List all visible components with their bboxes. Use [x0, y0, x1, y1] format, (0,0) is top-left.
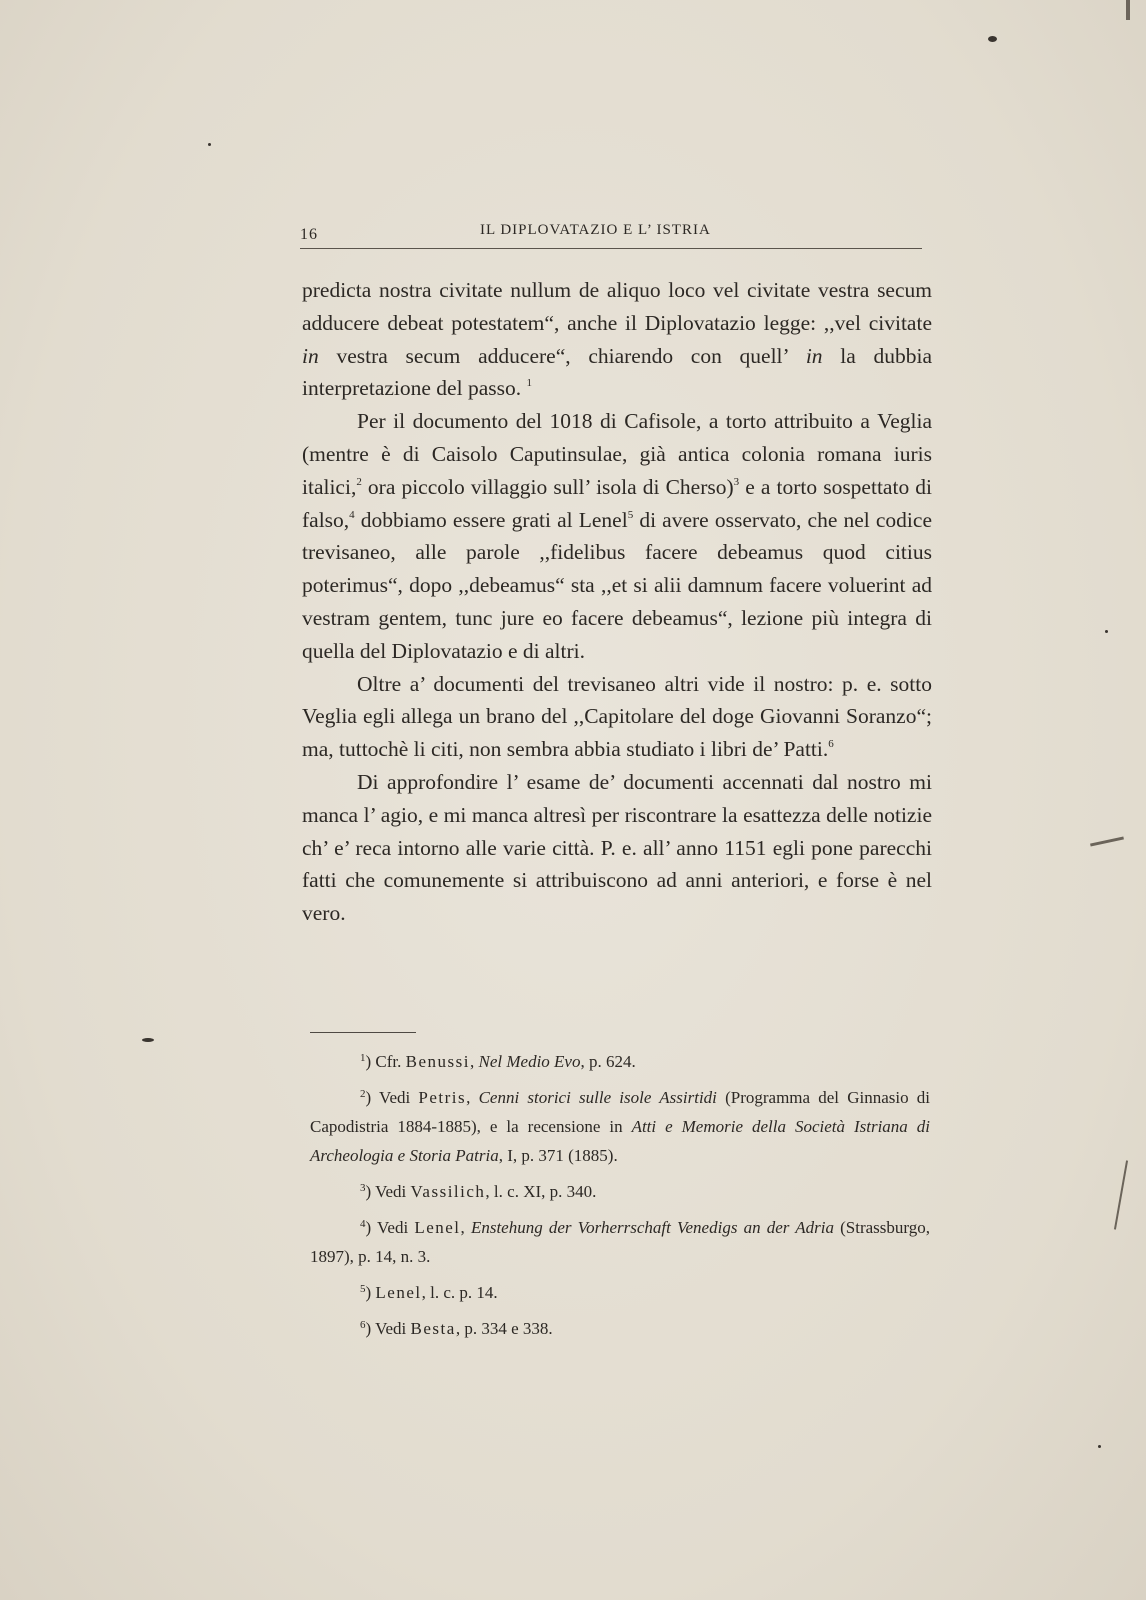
ink-speck [142, 1038, 154, 1042]
running-header [300, 222, 930, 246]
italic-text: in [302, 343, 319, 368]
text-run: Oltre a’ documenti del trevisaneo altri vide il nostro: p. e. sotto Veglia egli allega un brano del ,,Capitolare del doge Giovanni Soranzo“; ma, tuttochè li citi, non sembra abbia studiato i libri de’ Patti. [302, 671, 932, 762]
text-run: , [466, 1088, 479, 1107]
paragraph [302, 766, 932, 930]
author-name: Lenel [375, 1283, 422, 1302]
italic-text: Enstehung der Vorherrschaft Venedigs an der Adria [470, 1218, 834, 1237]
footnote-number: 2 [360, 1088, 366, 1100]
text-run: predicta nostra civitate nullum de aliquo loco vel civitate vestra secum adducere debeat potestatem“, anche il Diplovatazio legge: ,,vel civitate [302, 278, 932, 335]
paper-tear-mark [1090, 836, 1124, 846]
text-run: Vedi [379, 1088, 419, 1107]
page-number: 16 [300, 226, 318, 243]
footnote [310, 1047, 930, 1076]
text-run: vestra secum adducere“, chiarendo con quell’ [318, 343, 806, 368]
author-name: Petris [418, 1088, 467, 1107]
text-run: (Strassburgo, 1897), p. 14, n. 3. [310, 1218, 930, 1266]
main-text [302, 274, 932, 930]
text-run: , l. c. XI, p. 340. [485, 1182, 597, 1201]
author-name: Benussi [405, 1052, 470, 1071]
author-name: Lenel [414, 1218, 461, 1237]
text-run: Cfr. [375, 1052, 406, 1071]
running-title: IL DIPLOVATAZIO E L’ ISTRIA [480, 222, 711, 238]
text-run: , I, p. 371 (1885). [498, 1146, 618, 1165]
paper-edge-mark [1114, 1160, 1128, 1229]
ink-speck [208, 143, 211, 146]
text-run: , l. c. p. 14. [421, 1283, 498, 1302]
footnote [310, 1083, 930, 1170]
footnote-ref: 1 [526, 377, 532, 390]
text-run: e a torto sospettato di falso, [302, 474, 933, 532]
footnote-ref: 5 [627, 508, 634, 521]
text-run: Vedi [377, 1218, 415, 1237]
text-run: Vedi [375, 1182, 411, 1201]
text-run: ora piccolo villaggio sull’ isola di Cherso) [361, 474, 734, 499]
footnote-number: 6 [360, 1319, 366, 1331]
footnote [310, 1314, 930, 1343]
paper-edge-mark [1126, 0, 1130, 20]
italic-text: Cenni storici sulle isole Assirtidi [478, 1088, 717, 1107]
footnote [310, 1177, 930, 1206]
author-name: Vassilich [410, 1182, 486, 1201]
italic-text: in [805, 343, 823, 368]
footnote-paren: ) [365, 1218, 378, 1237]
footnote-number: 3 [360, 1182, 366, 1194]
text-run: Di approfondire l’ esame de’ documenti accennati dal nostro mi manca l’ agio, e mi manca altresì per riscontrare la esattezza delle notizie ch’ e’ reca intorno alle varie città. P. e. all’ anno 1151 egli pone parecchi fatti che comunemente si attribuiscono ad anni anteriori, e forse è nel vero. [302, 769, 932, 926]
text-run: , p. 624. [580, 1052, 636, 1071]
footnote-paren: ) [365, 1283, 376, 1302]
text-run: , [470, 1052, 479, 1071]
ink-speck [988, 36, 997, 42]
footnote [310, 1213, 930, 1271]
footnotes [310, 1047, 930, 1350]
footnote-paren: ) [365, 1319, 376, 1338]
footnote-paren: ) [365, 1182, 376, 1201]
italic-text: Nel Medio Evo [478, 1052, 581, 1071]
text-run: , p. 334 e 338. [455, 1319, 553, 1338]
footnote-ref: 6 [828, 738, 834, 751]
footnote-paren: ) [365, 1088, 380, 1107]
footnote-number: 4 [360, 1218, 366, 1230]
footnote [310, 1278, 930, 1307]
text-run: di avere osservato, che nel codice trevisaneo, alle parole ,,fidelibus facere debeamus quod citius poterimus“, dopo ,,debeamus“ sta ,,et si alii damnum facere voluerint ad vestram gentem, tunc jure eo facere debeamus“, lezione più integra di quella del Diplovatazio e di altri. [302, 507, 932, 663]
footnote-rule [310, 1032, 416, 1033]
italic-text: Atti e Memorie della Società Istriana di Archeologia e Storia Patria [310, 1117, 931, 1165]
text-run: Per il documento del 1018 di Cafisole, a torto attribuito a Veglia (mentre è di Caisolo Caputinsulae, già antica colonia romana iuris italici, [302, 409, 932, 499]
footnote-number: 1 [360, 1052, 366, 1064]
paragraph [302, 274, 932, 405]
footnote-ref: 3 [733, 475, 740, 488]
author-name: Besta [410, 1319, 456, 1338]
text-run: , [460, 1218, 471, 1237]
paragraph [302, 405, 932, 667]
text-run: Vedi [375, 1319, 411, 1338]
footnote-paren: ) [365, 1052, 376, 1071]
text-run: (Programma del Ginnasio di Capodistria 1884-1885), e la recensione in [310, 1088, 930, 1136]
text-run: dobbiamo essere grati al Lenel [354, 507, 628, 532]
ink-speck [1098, 1445, 1101, 1448]
paragraph [302, 668, 932, 766]
ink-speck [1105, 630, 1108, 633]
footnote-number: 5 [360, 1283, 366, 1295]
footnote-ref: 4 [349, 508, 355, 521]
header-rule [300, 248, 922, 249]
footnote-ref: 2 [356, 475, 362, 488]
text-run: la dubbia interpretazione del passo. [302, 343, 932, 401]
